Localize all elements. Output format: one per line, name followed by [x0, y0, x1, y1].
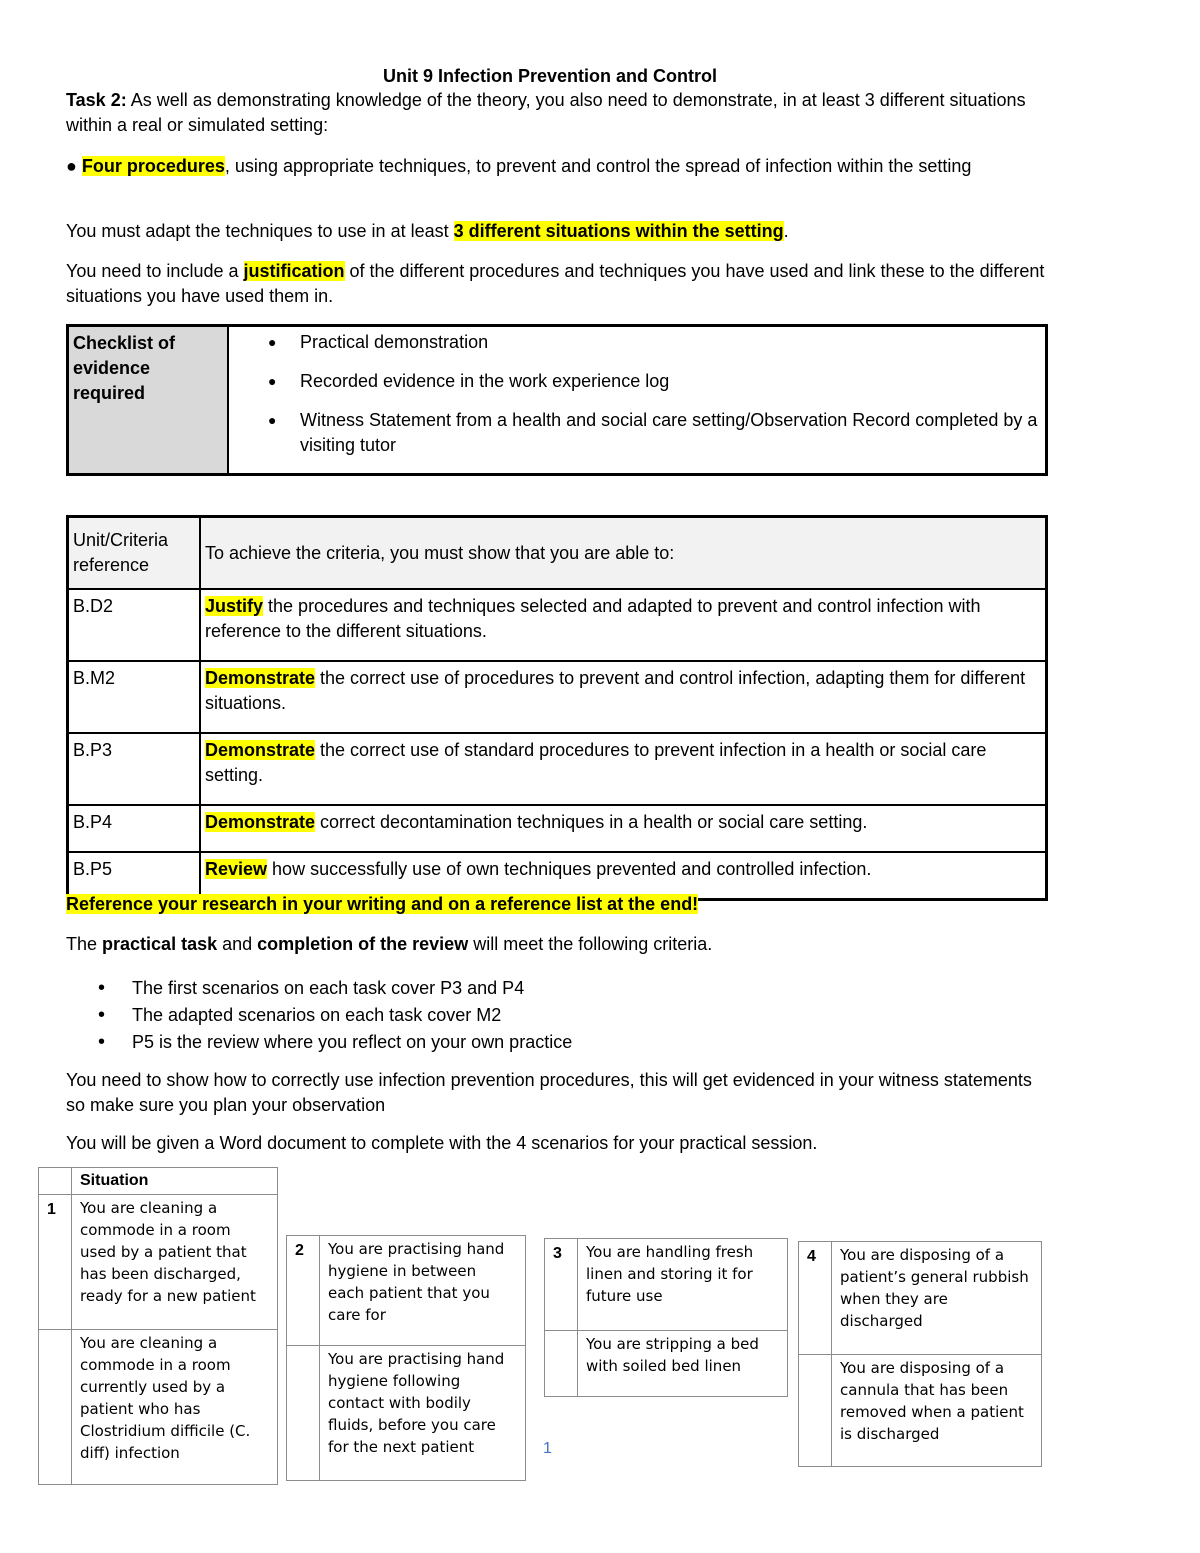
- situation-number: 1: [39, 1195, 72, 1330]
- practical-mid: and: [217, 934, 258, 954]
- list-item: • The first scenarios on each task cover P3 and P4: [66, 975, 572, 1002]
- justification-end: of the different procedures and techniques you have used and link these to the different situations you have used them in.: [66, 261, 1045, 306]
- task-intro: [66, 88, 1046, 138]
- criteria-desc: [200, 589, 1047, 661]
- table-row: [68, 733, 1047, 805]
- reference-note: [66, 894, 698, 915]
- adapt-paragraph: [66, 219, 1046, 244]
- checklist-item: ● Practical demonstration: [300, 330, 1044, 355]
- situation-text: You are practising hand hygiene in between each patient that you care for: [320, 1236, 526, 1346]
- situation-header-spacer: [39, 1168, 72, 1195]
- criteria-verb: Demonstrate: [205, 668, 316, 688]
- situation-text: You are practising hand hygiene following contact with bodily fluids, before you care for the next patient: [320, 1346, 526, 1481]
- criteria-text: the correct use of procedures to prevent and control infection, adapting them for different situations.: [205, 668, 1026, 713]
- criteria-verb: Review: [205, 859, 268, 879]
- situation-table-1: [38, 1167, 278, 1485]
- situation-number-blank: [545, 1331, 578, 1397]
- list-item: • P5 is the review where you reflect on your own practice: [66, 1029, 572, 1056]
- criteria-desc: [200, 805, 1047, 852]
- table-row: [68, 805, 1047, 852]
- criteria-text: how successfully use of own techniques prevented and controlled infection.: [267, 859, 872, 879]
- situation-number-blank: [799, 1355, 832, 1467]
- checklist-label: Checklist of evidence required: [68, 326, 229, 475]
- criteria-desc: [200, 733, 1047, 805]
- situation-table-4: [798, 1241, 1042, 1467]
- situation-number-blank: [287, 1346, 320, 1481]
- situation-text: You are handling fresh linen and storing it for future use: [578, 1239, 788, 1331]
- criteria-ref: B.M2: [68, 661, 201, 733]
- table-row: [68, 661, 1047, 733]
- practical-paragraph: [66, 934, 712, 955]
- criteria-text: the procedures and techniques selected and adapted to prevent and control infection with reference to the different situations.: [205, 596, 981, 641]
- criteria-bullet-list: [66, 975, 572, 1056]
- table-row: [68, 852, 1047, 900]
- practical-bold-2: completion of the review: [257, 934, 469, 954]
- task-label: Task 2:: [66, 90, 127, 110]
- practical-bold-1: practical task: [102, 934, 218, 954]
- adapt-highlight: 3 different situations within the setting: [453, 221, 784, 241]
- criteria-desc: [200, 661, 1047, 733]
- page-number: 1: [543, 1440, 552, 1457]
- criteria-verb: Justify: [205, 596, 264, 616]
- situation-number: 2: [287, 1236, 320, 1346]
- criteria-header-ref: Unit/Criteria reference: [68, 517, 201, 590]
- criteria-ref: B.D2: [68, 589, 201, 661]
- situation-table-2: [286, 1235, 526, 1481]
- reference-note-text: Reference your research in your writing and on a reference list at the end!: [66, 894, 699, 914]
- justification-paragraph: [66, 259, 1046, 309]
- criteria-ref: B.P4: [68, 805, 201, 852]
- list-item: • The adapted scenarios on each task cover M2: [66, 1002, 572, 1029]
- justification-highlight: justification: [243, 261, 345, 281]
- situation-text: You are stripping a bed with soiled bed linen: [578, 1331, 788, 1397]
- criteria-text: the correct use of standard procedures to prevent infection in a health or social care setting.: [205, 740, 987, 785]
- procedures-bullet: [66, 154, 1046, 179]
- practical-post: will meet the following criteria.: [468, 934, 713, 954]
- task-text: As well as demonstrating knowledge of the theory, you also need to demonstrate, in at least 3 different situations within a real or simulated setting:: [66, 90, 1026, 135]
- situation-text: You are disposing of a patient’s general rubbish when they are discharged: [832, 1242, 1042, 1355]
- criteria-header-desc: To achieve the criteria, you must show that you are able to:: [200, 517, 1047, 590]
- witness-paragraph: You need to show how to correctly use infection prevention procedures, this will get evidenced in your witness statements so make sure you plan your observation: [66, 1070, 1032, 1115]
- situation-number: 3: [545, 1239, 578, 1331]
- bullet-dot: ●: [66, 156, 77, 176]
- criteria-desc: [200, 852, 1047, 900]
- justification-text: You need to include a: [66, 261, 244, 281]
- situation-number: 4: [799, 1242, 832, 1355]
- checklist-item: ● Witness Statement from a health and social care setting/Observation Record completed by a visiting tutor: [300, 408, 1044, 458]
- situation-table-3: [544, 1238, 788, 1397]
- checklist-items-cell: [228, 326, 1047, 475]
- criteria-ref: B.P3: [68, 733, 201, 805]
- word-doc-paragraph: You will be given a Word document to complete with the 4 scenarios for your practical session.: [66, 1133, 818, 1153]
- evidence-checklist: [66, 324, 1048, 476]
- procedures-text: , using appropriate techniques, to prevent and control the spread of infection within the setting: [224, 156, 972, 176]
- adapt-end: .: [783, 221, 789, 241]
- table-row: [68, 589, 1047, 661]
- criteria-ref: B.P5: [68, 852, 201, 900]
- situation-text: You are cleaning a commode in a room currently used by a patient who has Clostridium difficile (C. diff) infection: [72, 1330, 278, 1485]
- situation-text: You are disposing of a cannula that has been removed when a patient is discharged: [832, 1355, 1042, 1467]
- criteria-header-row: [68, 517, 1047, 590]
- criteria-table: [66, 515, 1048, 901]
- criteria-text: correct decontamination techniques in a health or social care setting.: [315, 812, 868, 832]
- situation-header: Situation: [72, 1168, 278, 1195]
- practical-pre: The: [66, 934, 103, 954]
- page-title: Unit 9 Infection Prevention and Control: [382, 66, 717, 86]
- criteria-verb: Demonstrate: [205, 812, 316, 832]
- procedures-highlight: Four procedures: [81, 156, 225, 176]
- criteria-verb: Demonstrate: [205, 740, 316, 760]
- situation-number-blank: [39, 1330, 72, 1485]
- checklist-item: ● Recorded evidence in the work experience log: [300, 369, 1044, 394]
- adapt-text: You must adapt the techniques to use in at least: [66, 221, 454, 241]
- situation-text: You are cleaning a commode in a room used by a patient that has been discharged, ready for a new patient: [72, 1195, 278, 1330]
